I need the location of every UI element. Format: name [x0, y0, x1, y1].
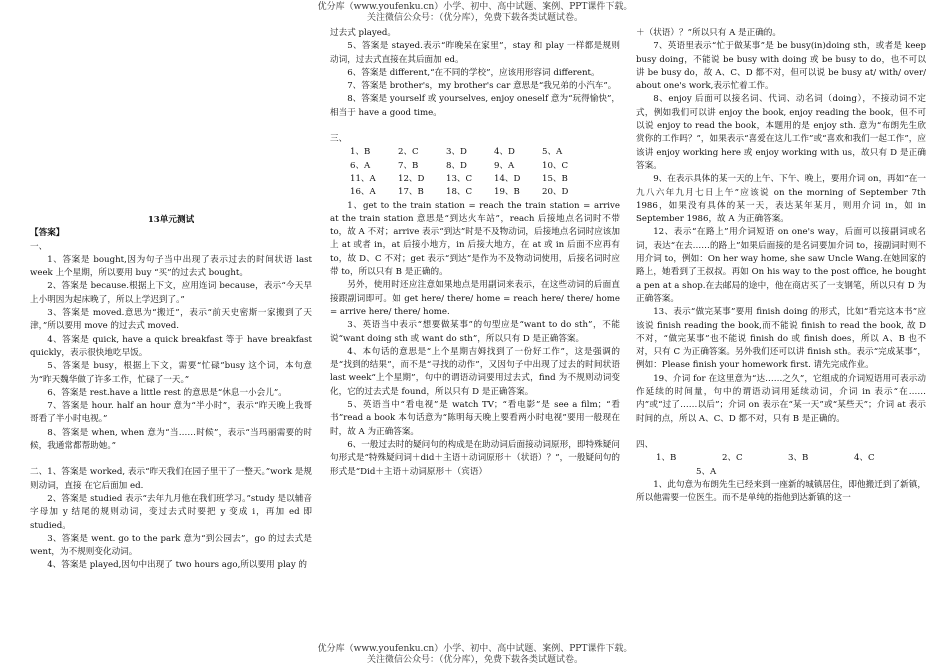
column-left — [30, 44, 312, 639]
answer-paragraph: 4、答案是 played,因句中出现了 two hours ago,所以要用 play 的 — [47, 560, 308, 571]
table-row — [350, 146, 590, 159]
page-footer — [0, 644, 950, 666]
answer-cell: 8、D — [446, 160, 467, 171]
answer-paragraph: 13、表示“做完某事”要用 finish doing 的形式，比如“看完这本书”应该说 finish reading the book,而不能说 finish to read the book, 故 D 不对，“做完某事”也不能说 finish do 或 finish does，所以 A、B 也不对，只有 C 为正确答案。另外我们还可以讲 finish sth。表示“完成某事”，例如：Please finish your homework first. 请先完成作业。 — [636, 307, 926, 371]
answer-cell: 5、A — [542, 147, 563, 158]
answer-cell: 13、C — [446, 173, 473, 184]
answer-cell: 7、B — [398, 160, 419, 171]
answer-paragraph: 7、答案是 hour. half an hour 意为“半小时”，表示“昨天晚上我哥哥看了半小时电视。” — [30, 401, 312, 425]
answer-paragraph: 5、答案是 busy，根据上下文，需要“忙碌”busy 这个词，本句意为“昨天魏华做了许多工作，忙碌了一天。” — [30, 361, 312, 385]
answer-paragraph: 1、get to the train station = reach the train station = arrive at the train station 意思是“到达火车站”，reach 后接地点名词时不带 to，故 A 不对；arrive 表示“到达”时是不及物动词，后接地点名词时应该加上 at 或者 in，at 后接小地方，in 后接大地方，在 at 或 in 后面不应再有 to，故 D、C 不对；get 表示“到达”是作为不及物动词使用，后接名词时应带 to，所以只有 B 是正确的。 — [330, 200, 620, 278]
answer-cell: 19、B — [494, 187, 520, 198]
answer-paragraph: 1、答案是 bought,因为句子当中出现了表示过去的时间状语 last week 上个星期，所以要用 buy “买”的过去式 bought。 — [30, 254, 312, 279]
answer-cell: 1、B — [656, 453, 677, 464]
page-header — [0, 2, 950, 24]
section-heading-4: 四、 — [636, 439, 654, 450]
table-row — [350, 173, 590, 186]
answer-paragraph: 7、英语里表示“忙于做某事”是 be busy(in)doing sth，或者是 keep busy doing，不能说 be busy with doing 或 be busy to do，也不可以讲 be busy do，故 A、C、D 都不对，但可以说 be busy at/ with/ over/ about one's work,表示忙着工作。 — [636, 41, 926, 92]
section-heading-3: 三、 — [330, 134, 348, 145]
answer-key-row — [636, 452, 926, 465]
header-line-2: 关注微信公众号：（优分库），免费下载各类试题试卷。 — [366, 13, 583, 23]
answer-cell: 3、D — [446, 147, 467, 158]
answer-paragraph: 4、答案是 quick, have a quick breakfast 等于 have breakfast quickly，表示很快地吃早饭。 — [30, 334, 312, 358]
answer-cell: 20、D — [542, 187, 569, 198]
answer-paragraph: 19、介词 for 在这里意为“达……之久”，它组成的介词短语用可表示动作延续的时间量，句中的谓语动词用延续动词，介词 in 表示“在……内”或“过了……以后”；介词 on 表示在“某一天”或“某些天”；介词 at 表示时间的点，所以 A、C、D 都不对，只有 B 是正确的。 — [636, 373, 926, 424]
answer-paragraph: 8、答案是 yourself 或 yourselves, enjoy oneself 意为“玩得愉快”，相当于 have a good time。 — [330, 94, 620, 118]
answer-paragraph: 过去式 played。 — [330, 28, 396, 38]
answer-cell: 6、A — [350, 160, 371, 171]
section-heading-1: 一、 — [30, 241, 48, 252]
answer-paragraph: 1、此句意为布朗先生已经来到一座新的城镇居住，即他搬迁到了新镇，所以他需要一位医生。而不是单纯的指他到达新镇的这一 — [636, 479, 926, 504]
answer-cell: 16、A — [350, 187, 376, 198]
column-right — [636, 27, 926, 639]
answer-paragraph: 5、英语当中“看电视”是 watch TV；“看电影”是 see a film；“看书”read a book 本句话意为“陈明每天晚上要看两小时电视”要用一般现在时，故 A 为正确答案。 — [330, 400, 620, 437]
answer-paragraph: 8、答案是 when, when 意为“当……时候”，表示“当玛丽需要的时候，我通常都帮助她。” — [30, 427, 312, 452]
answer-cell: 14、D — [494, 173, 521, 184]
answer-cell: 2、C — [398, 147, 419, 158]
answer-paragraph: 7、答案是 brother's，my brother's car 意思是“我兄弟的小汽车”。 — [347, 81, 617, 92]
answer-paragraph: 6、答案是 different,“在不同的学校”，应该用形容词 different。 — [347, 67, 600, 78]
answer-paragraph: 另外，使用时还应注意如果地点是用副词来表示，在这些动词的后面直接跟副词即可。如 get here/ there/ home = reach here/ there/ home = arrive here/ there/ home. — [330, 280, 620, 317]
answer-paragraph: 12、表示“在路上”用介词短语 on one's way，后面可以接副词或名词，表达“在去……的路上”如果后面接的是名词要加介词 to，接副词时则不用介词 to，例如：On her way home, she saw Uncle Wang.在她回家的路上，她看到了王叔叔。再如 On his way to the post office, he bought a pen at a shop.在去邮局的途中，他在商店买了一支钢笔，所以只有 D 为正确答案。 — [636, 227, 926, 304]
answer-paragraph: 5、答案是 stayed.表示“昨晚呆在家里”，stay 和 play 一样都是规则动词，过去式直接在其后面加 ed。 — [330, 41, 620, 65]
answer-cell: 10、C — [542, 160, 569, 171]
answer-paragraph: 3、答案是 moved.意思为“搬迁”，表示“前天史密斯一家搬到了天津，”所以要用 move 的过去式 moved. — [30, 308, 312, 332]
answer-label: 【答案】 — [30, 228, 65, 239]
answer-paragraph: 9、在表示具体的某一天的上午、下午、晚上，要用介词 on，再如“在一九八六年九月七日上午”应该说 on the morning of September 7th 1986，如果没有具体的某一天，表达某年某月，则用介词 in，如 in September 1986，故 A 为正确答案。 — [636, 174, 926, 225]
unit-title: 13单元测试 — [147, 215, 195, 225]
answer-paragraph: 4、本句话的意思是“上个星期吉姆找到了一份好工作”，这是强调的是“找到的结果”，而不是“寻找的动作”，又因句子中出现了过去的时间状语 last week“上个星期”，句中的谓语动词要用过去式，find 为不规则动词变化，它的过去式是 found，所以只有 D 是正确答案。 — [330, 346, 620, 397]
answer-paragraph: 6、答案是 rest.have a little rest 的意思是“休息一小会儿”。 — [47, 387, 287, 398]
table-row — [350, 160, 590, 173]
answer-cell: 18、C — [446, 187, 473, 198]
answer-cell: 5、A — [696, 466, 717, 477]
answer-cell: 2、C — [722, 453, 743, 464]
section-2-first: 二、1、答案是 worked, 表示“昨天我们在园子里干了一整天。”work 是规则动词，直接 在它后面加 ed. — [30, 467, 312, 491]
answer-cell: 4、C — [854, 453, 875, 464]
answer-paragraph: 2、答案是 studied 表示“去年九月他在我们班学习。”study 是以辅音字母加 y 结尾的规则动词，变过去式时要把 y 变成 i，再加 ed 即 studied。 — [30, 493, 312, 531]
answer-cell: 17、B — [398, 187, 424, 198]
footer-line-2: 关注微信公众号：（优分库），免费下载各类试题试卷。 — [366, 655, 583, 665]
answer-cell: 1、B — [350, 147, 371, 158]
answer-cell: 12、D — [398, 173, 425, 184]
answer-paragraph: 3、英语当中表示“想要做某事”的句型应是“want to do sth”，不能说“want doing sth 或 want do sth”，所以只有 D 是正确答案。 — [330, 320, 620, 344]
answer-paragraph: 6、一般过去时的疑问句的构成是在助动词后面接动词原形，即特殊疑问句形式是“特殊疑问词＋did＋主语＋动词原形＋（状语）？”，一般疑问句的形式是“Did＋主语＋动词原形＋（宾语） — [330, 439, 620, 477]
footer-line-1: 优分库（www.youfenku.cn）小学、初中、高中试题、案例、PPT课件下载。 — [317, 644, 633, 654]
answer-cell: 15、B — [542, 173, 568, 184]
table-row — [350, 186, 590, 199]
column-middle — [330, 27, 620, 639]
answer-cell: 3、B — [788, 453, 809, 464]
answer-key-table — [350, 146, 590, 199]
answer-cell: 11、A — [350, 173, 376, 184]
answer-paragraph: 2、答案是 because.根据上下文，应用连词 because，表示“今天早上小明因为起床晚了，所以上学迟到了。” — [30, 281, 312, 305]
answer-paragraph: 3、答案是 went. go to the park 意为“到公园去”，go 的过去式是 went，为不规则变化动词。 — [30, 533, 312, 558]
answer-cell: 4、D — [494, 147, 515, 158]
header-line-1: 优分库（www.youfenku.cn）小学、初中、高中试题、案例、PPT课件下载。 — [317, 2, 633, 12]
answer-paragraph: ＋（状语）？”所以只有 A 是正确的。 — [636, 28, 781, 38]
answer-cell: 9、A — [494, 160, 515, 171]
answer-paragraph: 8、enjoy 后面可以接名词、代词、动名词（doing），不接动词不定式，例如我们可以讲 enjoy the book, enjoy reading the book，但不可以说 enjoy to read the book，本题用的是 enjoy sth. 意为“布朗先生欣赏你的工作吗？”，如果表示“喜爱在这儿工作”或“喜欢和我们一起工作”，应该讲 enjoy working here 或 enjoy working with us，故只有 D 是正确答案。 — [636, 94, 926, 171]
